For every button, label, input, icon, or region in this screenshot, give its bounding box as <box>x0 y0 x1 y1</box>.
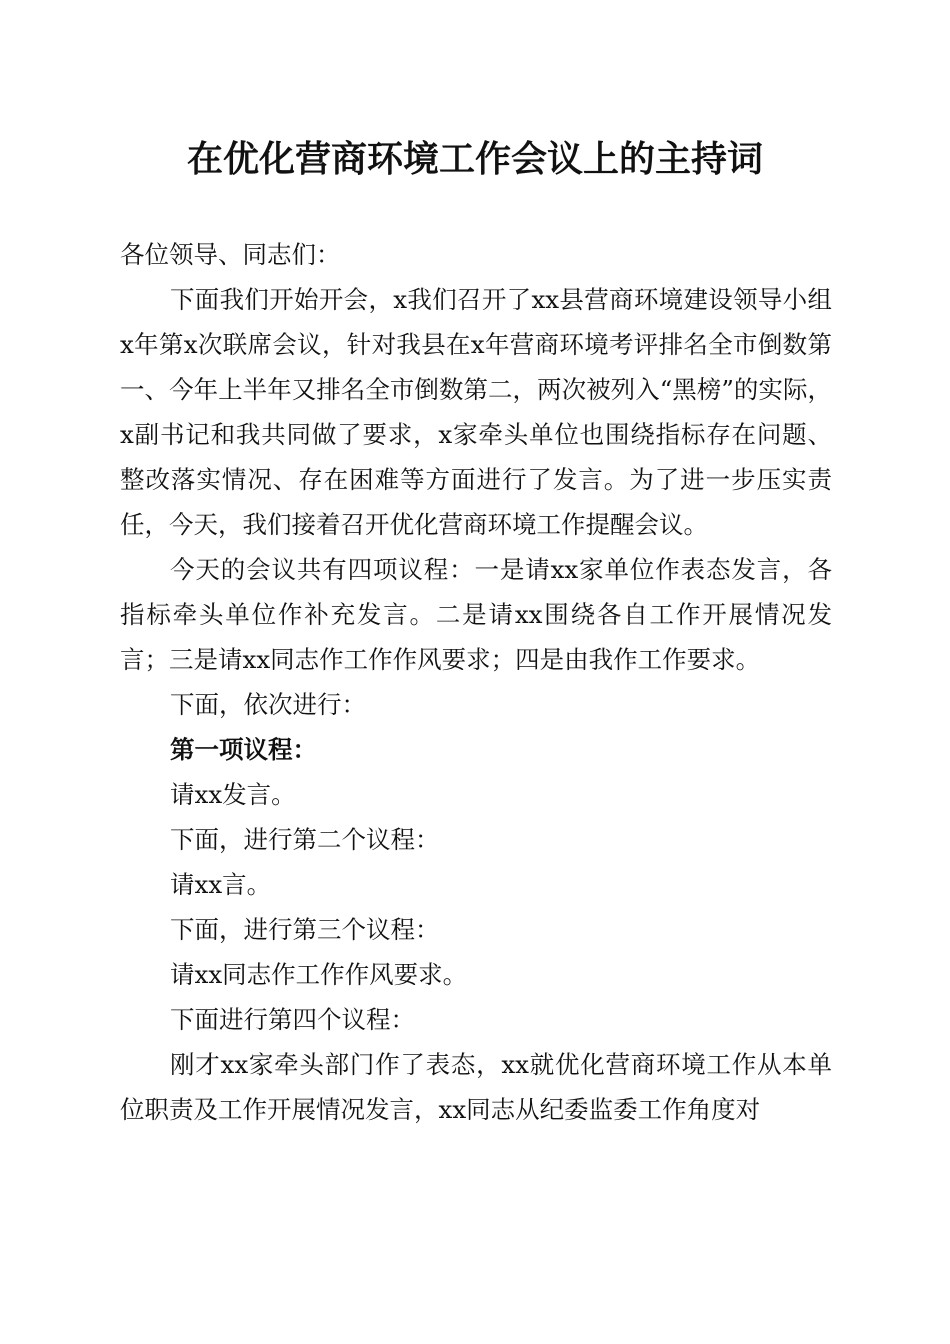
paragraph: 请xx发言。 <box>170 780 296 809</box>
paragraph: 今天的会议共有四项议程：一是请xx家单位作表态发言，各指标牵头单位作补充发言。二是请xx围绕各自工作开展情况发言；三是请xx同志作工作作风要求；四是由我作工作要求。 <box>120 555 832 674</box>
document-title: 在优化营商环境工作会议上的主持词 <box>186 138 763 180</box>
paragraph: 第一项议程： <box>170 735 317 764</box>
paragraph: 下面，依次进行： <box>170 690 366 719</box>
paragraph: 请xx同志作工作作风要求。 <box>170 960 468 989</box>
paragraph: 下面进行第四个议程： <box>170 1005 415 1034</box>
paragraph: 刚才xx家牵头部门作了表态，xx就优化营商环境工作从本单位职责及工作开展情况发言，xx同志从纪委监委工作角度对 <box>120 1050 832 1124</box>
paragraph: 下面，进行第二个议程： <box>170 825 440 854</box>
document-body <box>120 232 832 1132</box>
paragraph: 下面，进行第三个议程： <box>170 915 440 944</box>
paragraph: 下面我们开始开会，x我们召开了xx县营商环境建设领导小组x年第x次联席会议，针对我县在x年营商环境考评排名全市倒数第一、今年上半年又排名全市倒数第二，两次被列入“黑榜”的实际，x副书记和我共同做了要求，x家牵头单位也围绕指标存在问题、整改落实情况、存在困难等方面进行了发言。为了进一步压实责任，今天，我们接着召开优化营商环境工作提醒会议。 <box>120 285 832 539</box>
paragraph: 各位领导、同志们： <box>120 240 341 269</box>
paragraph: 请xx言。 <box>170 870 272 899</box>
